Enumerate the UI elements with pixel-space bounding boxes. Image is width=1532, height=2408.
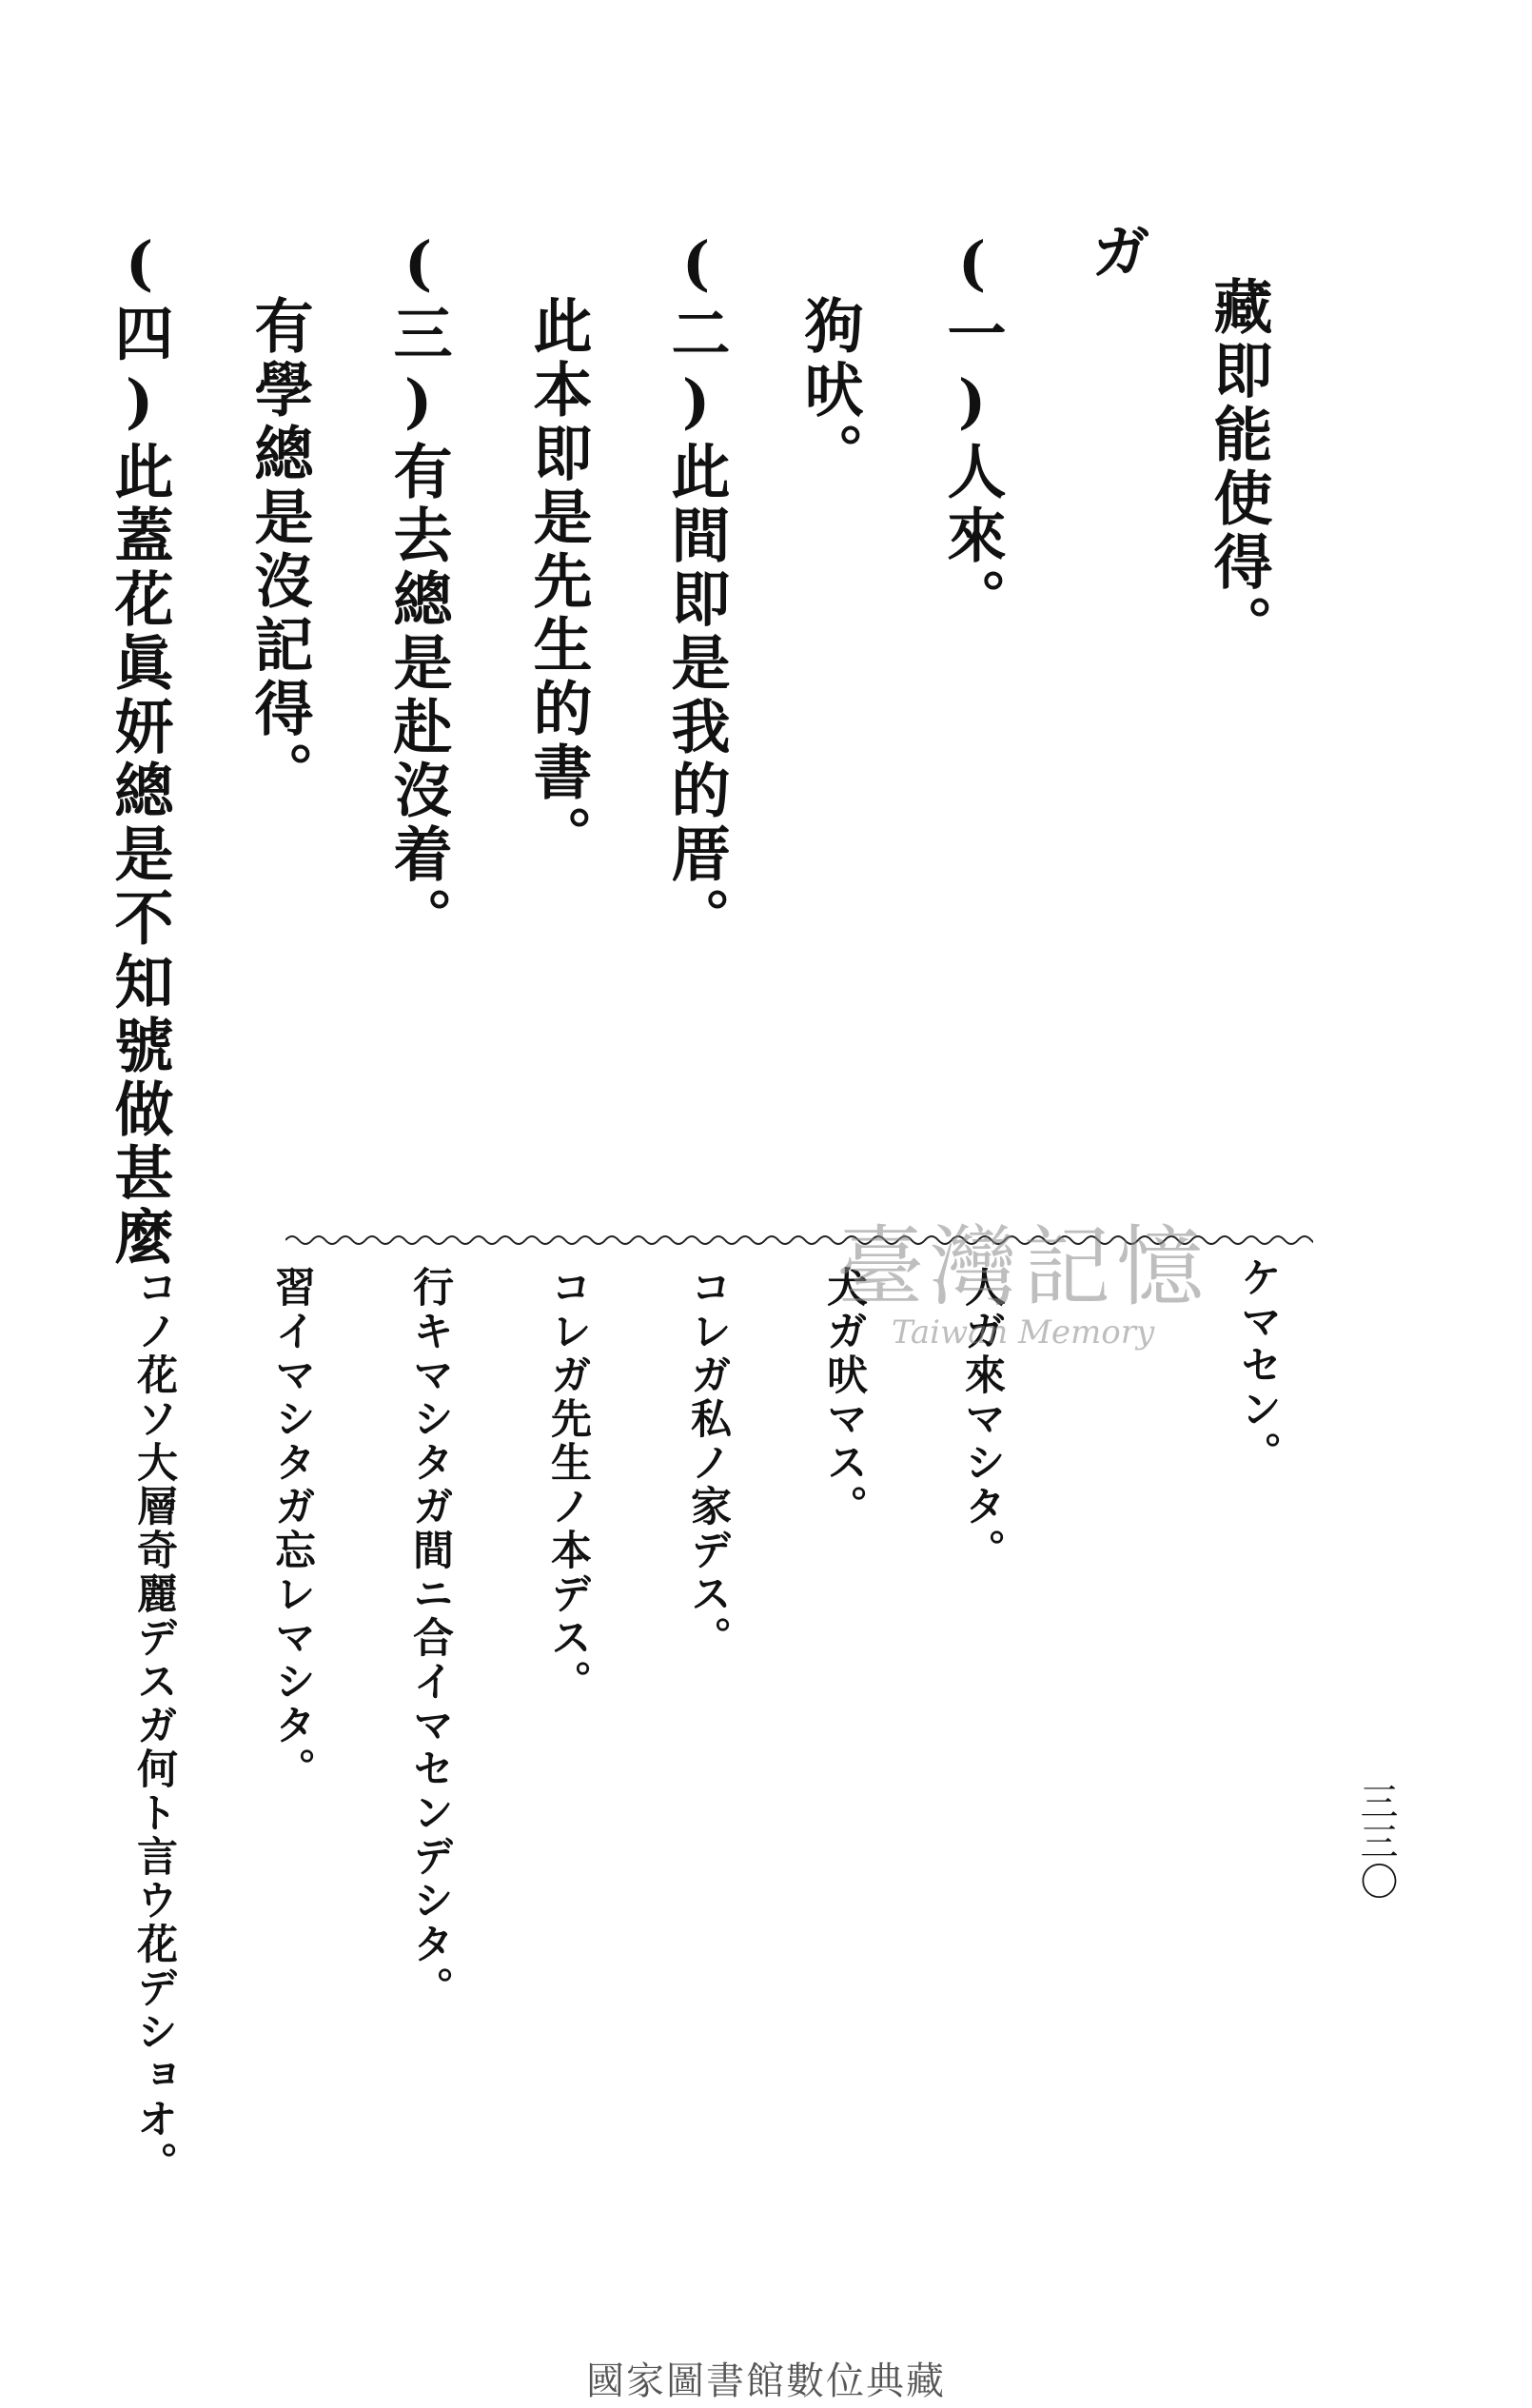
lower-line: 人ガ來マシタ。 bbox=[958, 1266, 1006, 1572]
header-marker: ガ bbox=[1092, 220, 1149, 286]
lower-line: 習イマシタガ忘レマシタ。 bbox=[268, 1266, 316, 1791]
lower-line: コレガ先生ノ本デス。 bbox=[544, 1266, 592, 1704]
lower-line: ケマセン。 bbox=[1234, 1256, 1282, 1475]
lower-line: コノ花ソ大層奇麗デスガ何ト言ウ花デショオ。 bbox=[130, 1266, 178, 2185]
upper-line: (四)此蓋花眞妍總是不知號做甚麼 bbox=[105, 228, 174, 1270]
upper-line: 狗吠。 bbox=[795, 295, 864, 486]
upper-line: (一)人來。 bbox=[937, 228, 1007, 632]
upper-line: (二)此間即是我的厝。 bbox=[661, 228, 731, 951]
page-number: 三三〇 bbox=[1354, 1782, 1398, 1902]
upper-line: (三)有去總是赴沒着。 bbox=[383, 228, 453, 951]
lower-line: 犬ガ吠マス。 bbox=[820, 1266, 868, 1529]
footer-source: 國家圖書館數位典藏 bbox=[586, 2359, 946, 2403]
watermark-subtitle: Taiwan Memory bbox=[891, 1313, 1155, 1352]
watermark-title: 臺灣記憶 bbox=[835, 1216, 1209, 1318]
lower-line: 行キマシタガ間ニ合イマセンデシタ。 bbox=[406, 1266, 454, 2010]
upper-line: 此本即是先生的書。 bbox=[523, 295, 593, 869]
lower-line: コレガ私ノ家デス。 bbox=[684, 1266, 732, 1660]
upper-line: 藏即能使得。 bbox=[1204, 276, 1273, 659]
wave-divider bbox=[285, 1230, 1313, 1251]
upper-line: 有學總是沒記得。 bbox=[245, 295, 314, 805]
